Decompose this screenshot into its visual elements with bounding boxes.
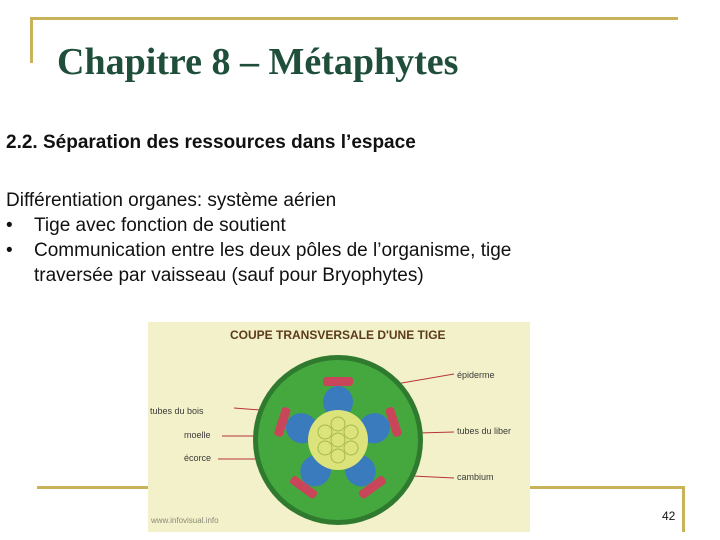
label-line-epiderme [396, 374, 454, 384]
frame-right-line [682, 486, 685, 532]
figure-credit: www.infovisual.info [151, 516, 219, 525]
slide-body [6, 188, 706, 288]
figure-label-ecorce: écorce [184, 453, 212, 463]
bullet-marker: • [6, 215, 13, 236]
section-heading: 2.2. Séparation des ressources dans l’espace [6, 132, 416, 153]
page-number: 42 [662, 509, 676, 523]
bullet-text: Tige avec fonction de soutient [34, 215, 286, 236]
bullet-item [6, 238, 706, 263]
stem-cross-section-figure [148, 322, 530, 532]
figure-label-tubes-liber: tubes du liber [457, 426, 512, 436]
figure-label-cambium: cambium [457, 472, 494, 482]
frame-top-line [30, 17, 678, 20]
bullet-continuation: traversée par vaisseau (sauf pour Bryophytes) [34, 265, 424, 286]
figure-label-tubes-bois: tubes du bois [150, 406, 204, 416]
slide-title: Chapitre 8 – Métaphytes [57, 41, 459, 83]
bullet-item [6, 213, 706, 238]
bullet-text: Communication entre les deux pôles de l’organisme, tige [34, 240, 512, 261]
bullet-marker: • [6, 240, 13, 261]
figure-label-moelle: moelle [184, 430, 211, 440]
pith-region [308, 410, 368, 470]
figure-title: COUPE TRANSVERSALE D'UNE TIGE [230, 328, 446, 342]
frame-left-line [30, 17, 33, 63]
body-line-intro: Différentiation organes: système aérien [6, 190, 337, 211]
figure-label-epiderme: épiderme [457, 370, 495, 380]
